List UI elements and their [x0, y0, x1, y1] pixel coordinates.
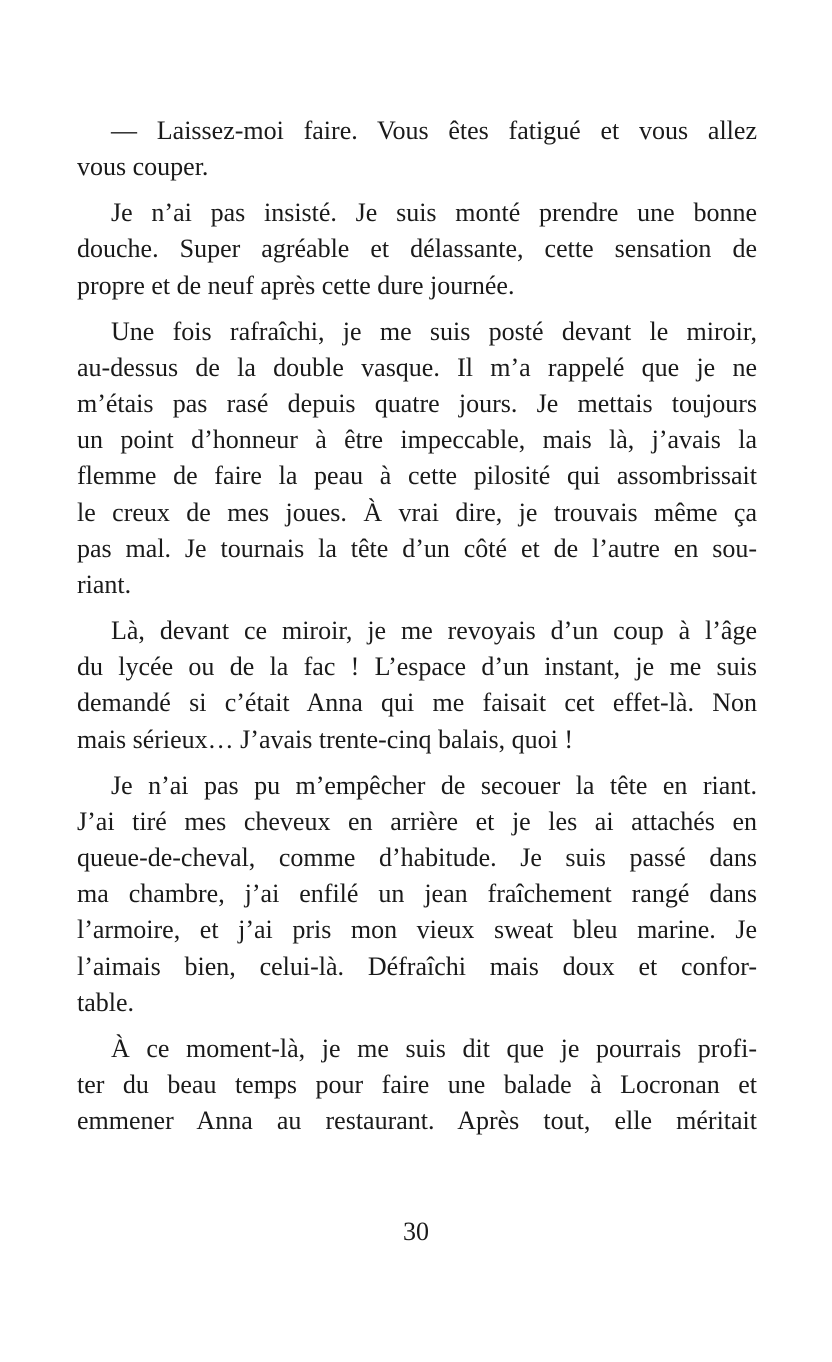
text-line: flemme de faire la peau à cette pilosité qui assombrissait	[77, 461, 757, 491]
body-text	[77, 113, 757, 1149]
paragraph	[77, 113, 757, 185]
text-line: emmener Anna au restaurant. Après tout, elle méritait	[77, 1106, 757, 1136]
text-line: ma chambre, j’ai enfilé un jean fraîchement rangé dans	[77, 879, 757, 909]
text-line: l’aimais bien, celui-là. Défraîchi mais doux et confor-	[77, 951, 757, 981]
text-line: vous couper.	[77, 152, 209, 182]
paragraph	[77, 768, 757, 1021]
paragraph	[77, 1031, 757, 1140]
text-line: un point d’honneur à être impeccable, mais là, j’avais la	[77, 425, 757, 455]
paragraph	[77, 314, 757, 604]
paragraph	[77, 195, 757, 304]
text-line: — Laissez-moi faire. Vous êtes fatigué et vous allez	[111, 116, 757, 145]
text-line: au-dessus de la double vasque. Il m’a rappelé que je ne	[77, 352, 757, 382]
text-line: ter du beau temps pour faire une balade à Locronan et	[77, 1070, 757, 1100]
text-line: pas mal. Je tournais la tête d’un côté et de l’autre en sou-	[77, 533, 757, 563]
text-line: mais sérieux… J’avais trente-cinq balais, quoi !	[77, 724, 574, 754]
text-line: queue-de-cheval, comme d’habitude. Je suis passé dans	[77, 843, 757, 873]
text-line: À ce moment-là, je me suis dit que je pourrais profi-	[111, 1033, 757, 1063]
text-line: propre et de neuf après cette dure journée.	[77, 270, 515, 300]
text-line: Je n’ai pas pu m’empêcher de secouer la tête en riant.	[111, 770, 757, 800]
text-line: m’étais pas rasé depuis quatre jours. Je mettais toujours	[77, 389, 757, 419]
text-line: Une fois rafraîchi, je me suis posté devant le miroir,	[111, 316, 757, 346]
paragraph	[77, 613, 757, 758]
text-line: riant.	[77, 570, 132, 600]
text-line: demandé si c’était Anna qui me faisait cet effet-là. Non	[77, 688, 757, 718]
page-number: 30	[403, 1217, 429, 1246]
text-line: du lycée ou de la fac ! L’espace d’un instant, je me suis	[77, 652, 757, 682]
text-line: l’armoire, et j’ai pris mon vieux sweat bleu marine. Je	[77, 915, 757, 945]
text-line: Je n’ai pas insisté. Je suis monté prendre une bonne	[111, 198, 757, 228]
text-line: J’ai tiré mes cheveux en arrière et je les ai attachés en	[77, 806, 757, 836]
text-line: Là, devant ce miroir, je me revoyais d’un coup à l’âge	[111, 616, 757, 646]
text-line: table.	[77, 987, 135, 1017]
text-line: le creux de mes joues. À vrai dire, je trouvais même ça	[77, 497, 757, 527]
text-line: douche. Super agréable et délassante, cette sensation de	[77, 234, 757, 264]
